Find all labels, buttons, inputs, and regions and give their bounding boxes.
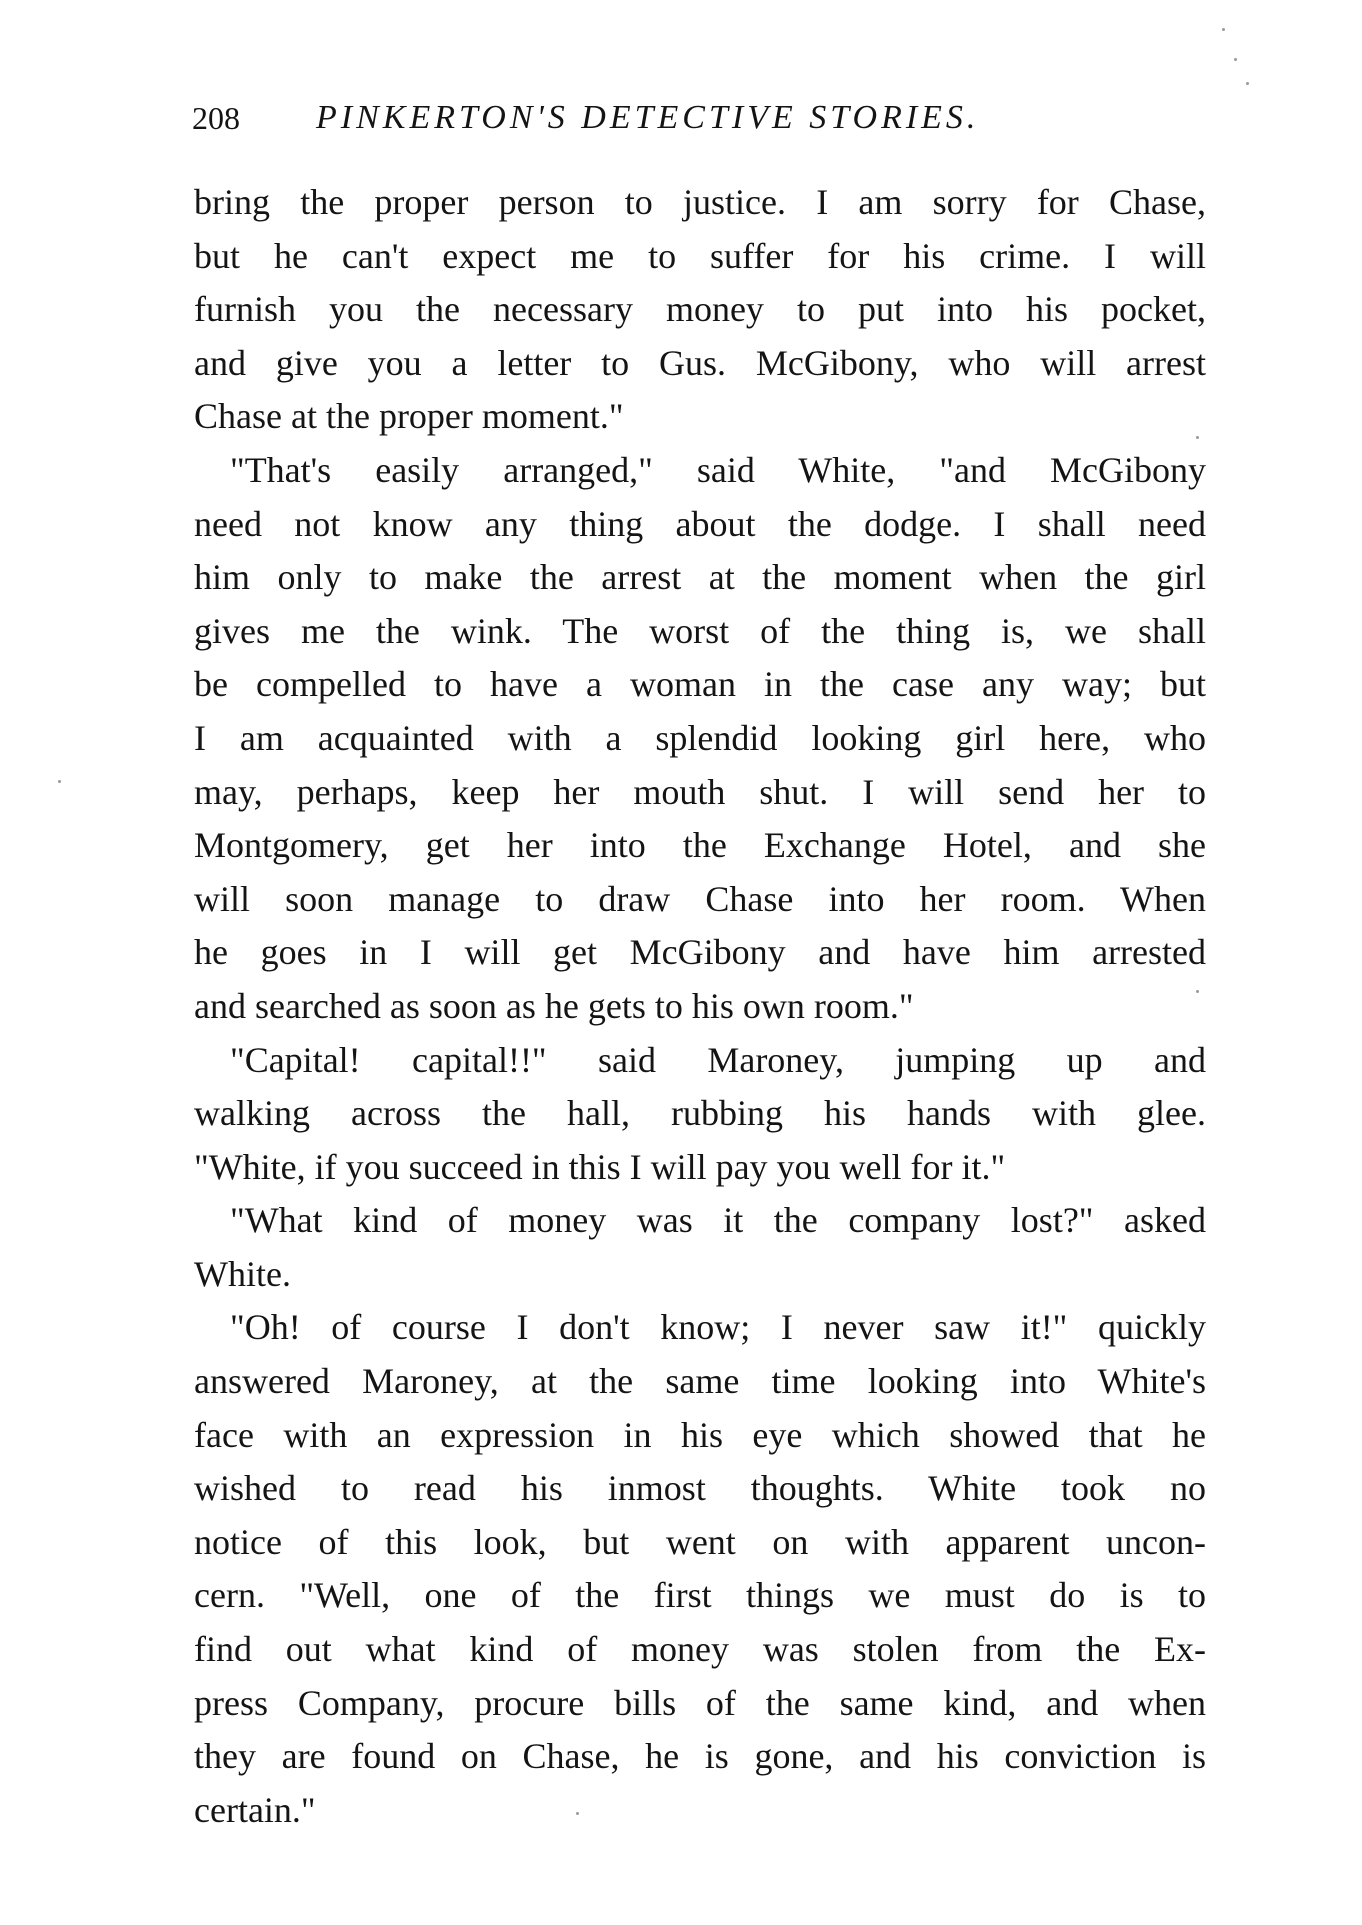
book-title: PINKERTON'S DETECTIVE STORIES. (316, 99, 980, 136)
text-line: Montgomery, get her into the Exchange Hotel, and she (194, 825, 1206, 866)
text-line: he goes in I will get McGibony and have him arrested (194, 932, 1206, 973)
text-line: I am acquainted with a splendid looking girl here, who (194, 717, 1206, 758)
text-line: press Company, procure bills of the same kind, and when (194, 1682, 1206, 1723)
text-line: cern. "Well, one of the first things we must do is to (194, 1575, 1206, 1616)
text-line: and give you a letter to Gus. McGibony, who will arrest (194, 342, 1206, 383)
text-line: "What kind of money was it the company lost?" asked (230, 1200, 1206, 1241)
paper-speck (1234, 58, 1237, 61)
text-line: find out what kind of money was stolen from the Ex- (194, 1629, 1206, 1670)
text-line: "White, if you succeed in this I will pay you well for it." (194, 1146, 1006, 1187)
text-line: wished to read his inmost thoughts. White took no (194, 1468, 1206, 1509)
text-line: be compelled to have a woman in the case any way; but (194, 664, 1206, 705)
text-line: will soon manage to draw Chase into her room. When (194, 878, 1206, 919)
text-line: need not know any thing about the dodge. I shall need (194, 503, 1206, 544)
text-line: notice of this look, but went on with apparent uncon- (194, 1521, 1206, 1562)
text-line: "Capital! capital!!" said Maroney, jumping up and (230, 1039, 1206, 1080)
text-line: White. (194, 1253, 291, 1294)
text-line: and searched as soon as he gets to his own room." (194, 985, 914, 1026)
paper-speck (1196, 436, 1199, 439)
text-line: "Oh! of course I don't know; I never saw it!" quickly (230, 1307, 1206, 1348)
text-line: face with an expression in his eye which showed that he (194, 1414, 1206, 1455)
text-line: answered Maroney, at the same time looking into White's (194, 1361, 1206, 1402)
page-number: 208 (192, 100, 240, 136)
text-line: certain." (194, 1789, 316, 1830)
text-line: him only to make the arrest at the moment when the girl (194, 557, 1206, 598)
text-line: may, perhaps, keep her mouth shut. I will send her to (194, 771, 1206, 812)
paper-speck (1222, 28, 1225, 31)
text-line: walking across the hall, rubbing his hands with glee. (194, 1093, 1206, 1134)
running-head (192, 96, 1072, 140)
text-line: "That's easily arranged," said White, "and McGibony (230, 449, 1206, 490)
paper-speck (58, 780, 61, 783)
paper-speck (1196, 990, 1199, 993)
text-line: they are found on Chase, he is gone, and his conviction is (194, 1736, 1206, 1777)
text-line: Chase at the proper moment." (194, 396, 624, 437)
body-text (194, 176, 1206, 1837)
text-line: bring the proper person to justice. I am sorry for Chase, (194, 182, 1206, 222)
text-line: but he can't expect me to suffer for his crime. I will (194, 235, 1206, 276)
text-line: gives me the wink. The worst of the thing is, we shall (194, 610, 1206, 651)
text-line: furnish you the necessary money to put into his pocket, (194, 289, 1206, 330)
paper-speck (1246, 82, 1249, 85)
paper-speck (576, 1812, 579, 1815)
